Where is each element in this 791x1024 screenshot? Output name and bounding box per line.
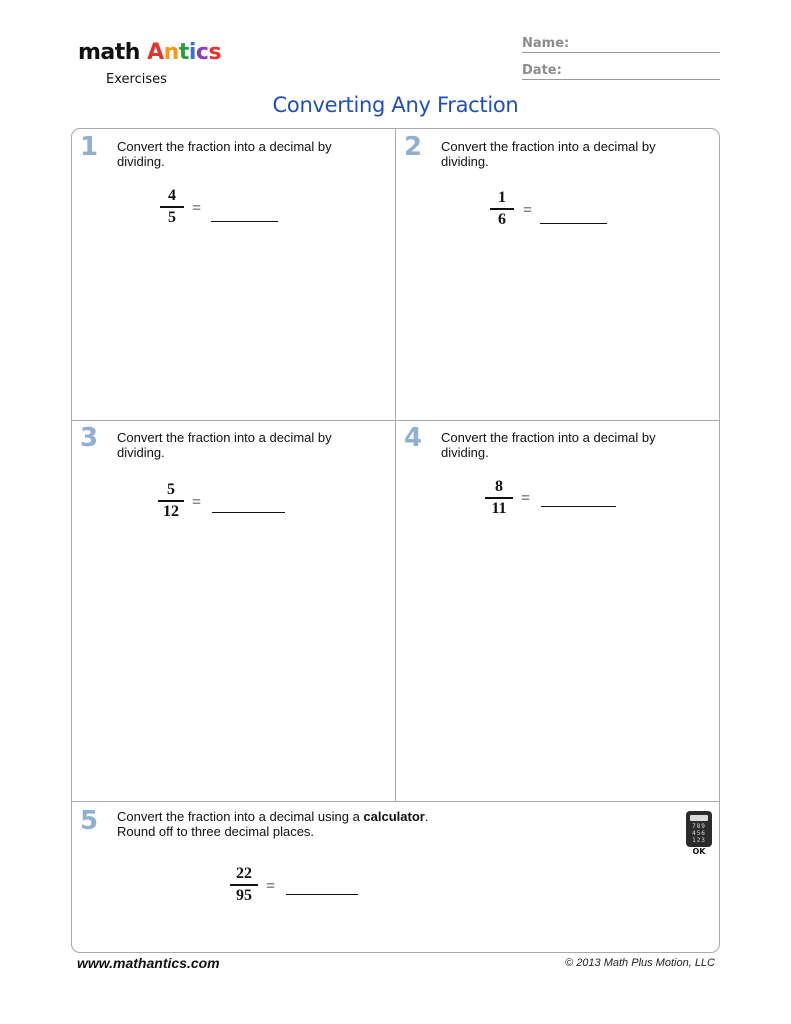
- row-divider: [72, 420, 719, 421]
- problem-number: 4: [404, 423, 423, 453]
- calculator-icon: [686, 811, 712, 857]
- prompt-bold: calculator: [363, 809, 425, 824]
- equals-sign: =: [266, 878, 276, 895]
- calculator-body: [686, 811, 712, 847]
- numerator: 22: [236, 865, 252, 882]
- logo-antics: [147, 40, 221, 65]
- fraction: [490, 189, 514, 229]
- equals-sign: =: [523, 202, 533, 219]
- numerator: 8: [495, 478, 503, 495]
- fraction-bar: [158, 500, 184, 502]
- logo-letter: s: [208, 40, 222, 65]
- fraction-bar: [230, 884, 258, 886]
- problem-prompt: Convert the fraction into a decimal by dividing.: [117, 430, 332, 460]
- denominator: 95: [236, 886, 252, 904]
- logo-wordmark: [78, 40, 221, 65]
- date-label: Date:: [522, 63, 562, 78]
- logo-letter: A: [147, 40, 164, 65]
- problem-prompt: [117, 809, 537, 839]
- logo-letter: t: [178, 40, 189, 65]
- answer-blank[interactable]: [540, 223, 607, 224]
- name-field[interactable]: [522, 34, 720, 53]
- problem-number: 5: [80, 806, 99, 836]
- prompt-text: .: [424, 809, 429, 824]
- calculator-keys: 789 456 123: [692, 823, 706, 844]
- logo-math: math: [78, 40, 140, 65]
- calculator-screen: [690, 815, 708, 821]
- column-divider: [395, 129, 396, 801]
- copyright: © 2013 Math Plus Motion, LLC: [565, 957, 715, 969]
- problem-prompt: Convert the fraction into a decimal by dividing.: [441, 139, 656, 169]
- logo-letter: i: [188, 40, 196, 65]
- fraction: [160, 187, 184, 227]
- problem-number: 3: [80, 423, 99, 453]
- answer-blank[interactable]: [212, 512, 285, 513]
- fraction: [485, 478, 513, 518]
- problem-prompt: Convert the fraction into a decimal by dividing.: [117, 139, 332, 169]
- answer-blank[interactable]: [211, 221, 278, 222]
- calculator-ok-label: OK: [692, 847, 706, 856]
- denominator: 12: [163, 502, 179, 520]
- answer-blank[interactable]: [541, 506, 616, 507]
- logo-letter: c: [195, 40, 209, 65]
- prompt-line2: Round off to three decimal places.: [117, 824, 315, 839]
- name-label: Name:: [522, 36, 570, 51]
- row-divider: [72, 801, 719, 802]
- fraction: [230, 865, 258, 905]
- numerator: 5: [167, 481, 175, 498]
- website-link[interactable]: www.mathantics.com: [77, 955, 220, 971]
- problem-number: 1: [80, 132, 99, 162]
- numerator: 1: [498, 189, 506, 206]
- date-field[interactable]: [522, 61, 720, 80]
- prompt-text: Convert the fraction into a decimal using a: [117, 809, 364, 824]
- problem-prompt: Convert the fraction into a decimal by dividing.: [441, 430, 656, 460]
- logo-letter: n: [163, 40, 179, 65]
- denominator: 11: [491, 499, 507, 517]
- denominator: 5: [168, 208, 176, 226]
- fraction: [158, 481, 184, 521]
- fraction-bar: [485, 497, 513, 499]
- equals-sign: =: [521, 490, 531, 507]
- problem-number: 2: [404, 132, 423, 162]
- fraction-bar: [160, 206, 184, 208]
- logo-subtitle: Exercises: [106, 72, 167, 87]
- numerator: 4: [168, 187, 176, 204]
- answer-blank[interactable]: [286, 894, 358, 895]
- worksheet-title: Converting Any Fraction: [272, 93, 519, 117]
- equals-sign: =: [192, 200, 202, 217]
- equals-sign: =: [192, 494, 202, 511]
- math-antics-logo: [78, 40, 222, 92]
- fraction-bar: [490, 208, 514, 210]
- denominator: 6: [498, 210, 506, 228]
